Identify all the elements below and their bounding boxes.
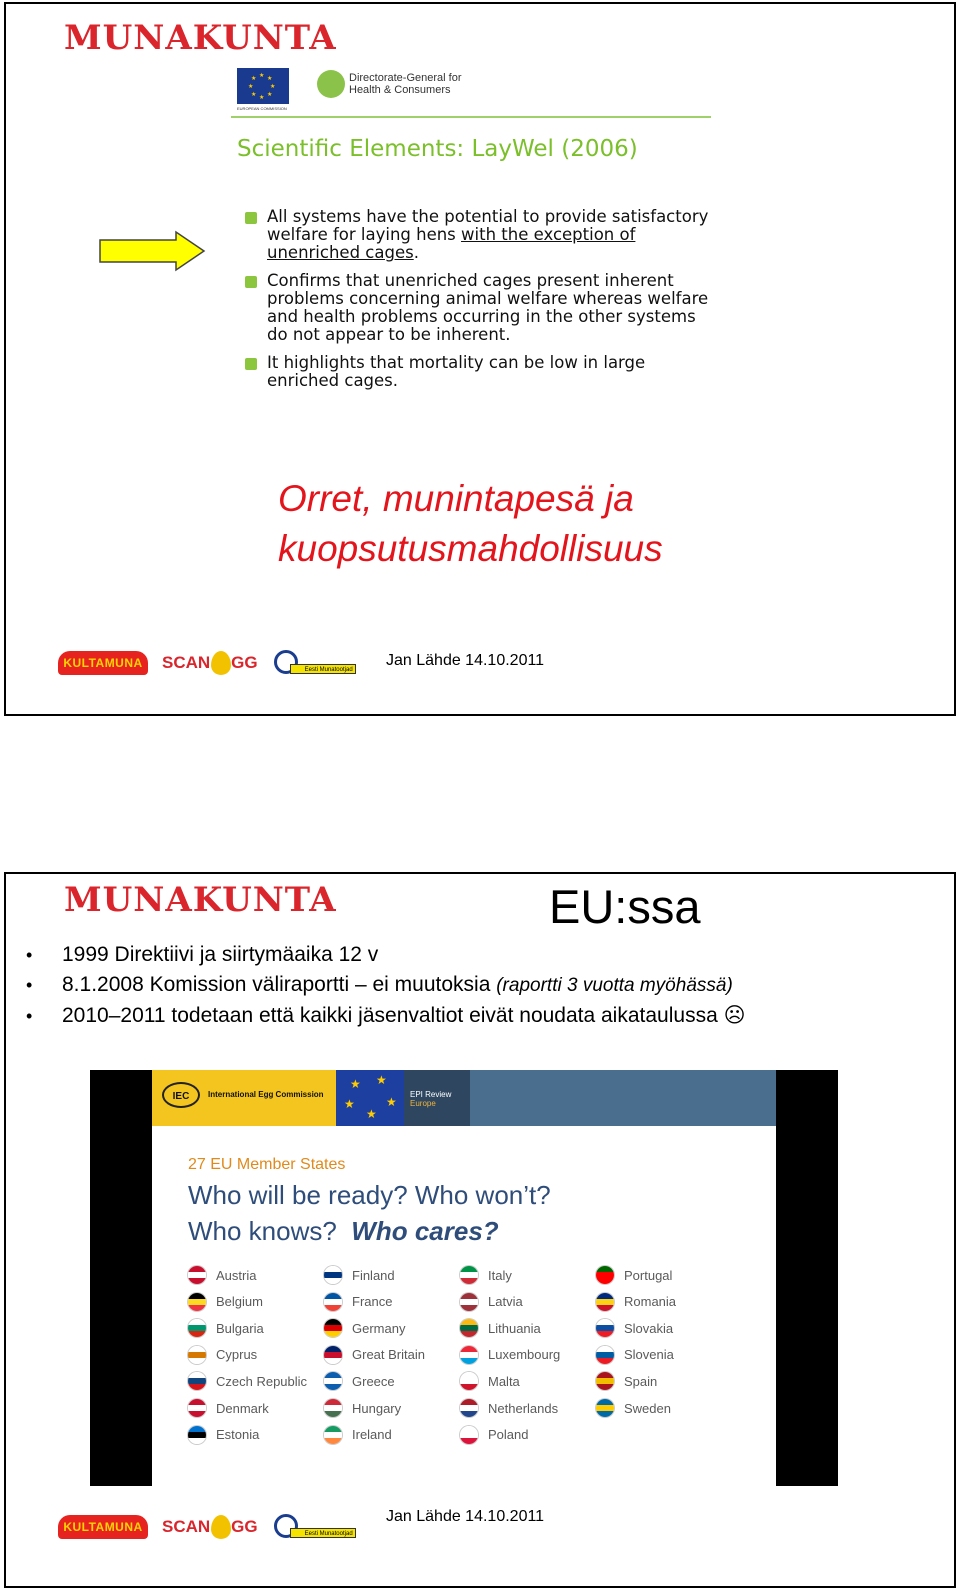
flag-icon [596, 1319, 614, 1337]
flag-icon [596, 1293, 614, 1311]
country-item [460, 1266, 512, 1284]
flag-icon [324, 1372, 342, 1390]
kultamuna-logo: KULTAMUNA [58, 651, 148, 675]
country-name: Romania [624, 1294, 677, 1310]
bullet-item: It highlights that mortality can be low in large enriched cages. [243, 354, 713, 390]
country-name: Lithuania [488, 1320, 541, 1336]
country-item [188, 1293, 263, 1311]
slide-2-heading: EU:ssa [549, 880, 701, 933]
country-item [596, 1372, 657, 1390]
slide-2 [4, 872, 956, 1588]
eu-flag-icon: ★ ★ ★ ★ ★ ★ ★ ★ [237, 68, 289, 104]
footer-logos [58, 1514, 358, 1540]
country-name: Latvia [488, 1294, 523, 1310]
country-item [460, 1293, 523, 1311]
country-item [324, 1399, 401, 1417]
country-name: Great Britain [352, 1347, 425, 1363]
country-name: Italy [488, 1267, 512, 1283]
flag-icon [324, 1319, 342, 1337]
flag-icon [460, 1319, 478, 1337]
svg-text:★: ★ [344, 1097, 355, 1111]
flag-icon [460, 1346, 478, 1364]
country-item [460, 1346, 560, 1364]
flag-icon [188, 1426, 206, 1444]
footer-logos [58, 650, 358, 676]
country-item [324, 1266, 395, 1284]
country-item [324, 1372, 395, 1390]
country-item [324, 1426, 392, 1444]
separator [231, 116, 711, 118]
country-name: Austria [216, 1267, 257, 1283]
munakunta-logo: MUNAKUNTA [64, 880, 337, 920]
eesti-munatootjad-logo: Eesti Munatootjad [272, 1514, 358, 1540]
svg-text:★: ★ [366, 1107, 377, 1121]
country-item [188, 1399, 269, 1417]
flag-icon [188, 1399, 206, 1417]
bullet-item: Confirms that unenriched cages present inherent problems concerning animal welfare whereas welfare and health problems occurring in the other systems do not appear to be inherent. [243, 272, 713, 344]
country-item [596, 1293, 676, 1311]
flag-icon [460, 1426, 478, 1444]
country-name: Poland [488, 1427, 529, 1443]
flag-icon [188, 1266, 206, 1284]
bullet-item: • 1999 Direktiivi ja siirtymäaika 12 v [26, 940, 946, 970]
munakunta-logo: MUNAKUNTA [64, 18, 337, 58]
egg-icon [211, 1515, 231, 1539]
flag-icon [324, 1426, 342, 1444]
title-line-2: kuopsutusmahdollisuus [278, 528, 663, 569]
iec-slide-image [90, 1070, 838, 1486]
iec-header [152, 1070, 776, 1126]
arrow-right-icon [98, 230, 208, 272]
flag-icon [324, 1399, 342, 1417]
country-item [460, 1372, 520, 1390]
footer-author-date: Jan Lähde 14.10.2011 [386, 1508, 545, 1525]
laywel-title: Scientific Elements: LayWel (2006) [237, 136, 638, 162]
svg-text:★: ★ [376, 1073, 387, 1087]
egg-icon [211, 651, 231, 675]
country-item [596, 1399, 671, 1417]
kultamuna-logo: KULTAMUNA [58, 1515, 148, 1539]
flag-icon [188, 1346, 206, 1364]
country-name: Cyprus [216, 1347, 258, 1363]
flag-icon [324, 1266, 342, 1284]
title-line-1: Orret, munintapesä ja [278, 478, 634, 519]
eu-flag-icon [336, 1070, 404, 1126]
member-states-title: 27 EU Member States [188, 1156, 346, 1173]
flag-icon [324, 1346, 342, 1364]
country-name: Ireland [352, 1427, 392, 1443]
flag-icon [596, 1346, 614, 1364]
flag-icon [188, 1293, 206, 1311]
laywel-slide-image [231, 64, 721, 424]
country-name: Bulgaria [216, 1320, 264, 1336]
country-name: Denmark [216, 1400, 269, 1416]
country-name: Spain [624, 1373, 658, 1389]
bullet-item: All systems have the potential to provide satisfactory welfare for laying hens with the exception of unenriched cages. [243, 208, 713, 262]
flag-icon [460, 1293, 478, 1311]
country-item [188, 1319, 264, 1337]
country-item [188, 1266, 256, 1284]
flag-icon [596, 1266, 614, 1284]
country-name: Estonia [216, 1427, 260, 1443]
flag-icon [460, 1399, 478, 1417]
country-name: Germany [352, 1320, 406, 1336]
dg-health-logo [317, 70, 462, 98]
eesti-munatootjad-logo: Eesti Munatootjad [272, 650, 358, 676]
country-item [460, 1319, 541, 1337]
bullet-item: • 8.1.2008 Komission väliraportti – ei muutoksia (raportti 3 vuotta myöhässä) [26, 970, 946, 1001]
flag-icon [324, 1293, 342, 1311]
country-name: Sweden [624, 1400, 671, 1416]
country-name: Portugal [624, 1267, 673, 1283]
question-line-1: Who will be ready? Who won’t? [188, 1180, 551, 1210]
slide-1-title [278, 474, 663, 574]
scanegg-logo: SCAN GG [162, 651, 258, 675]
svg-text:★: ★ [386, 1095, 397, 1109]
dg-circle-icon [317, 70, 345, 98]
country-name: Belgium [216, 1294, 263, 1310]
laywel-bullets [243, 208, 713, 400]
eu-caption: EUROPEAN COMMISSION [237, 106, 287, 111]
flag-icon [596, 1399, 614, 1417]
flag-icon [188, 1372, 206, 1390]
country-name: Czech Republic [216, 1373, 308, 1389]
flag-icon [460, 1372, 478, 1390]
country-item [460, 1426, 528, 1444]
iec-logo: IEC [162, 1082, 200, 1108]
bullet-item: • 2010–2011 todetaan että kaikki jäsenvaltiot eivät noudata aikataulussa ☹ [26, 1001, 946, 1031]
dg-label-1: Directorate-General for [349, 72, 462, 84]
country-name: Slovenia [624, 1347, 674, 1363]
flag-icon [596, 1372, 614, 1390]
country-item [188, 1372, 307, 1390]
country-name: Slovakia [624, 1320, 674, 1336]
country-name: Finland [352, 1267, 395, 1283]
slide-1 [4, 2, 956, 716]
country-item [324, 1346, 425, 1364]
country-name: France [352, 1294, 393, 1310]
country-item [596, 1266, 672, 1284]
footer-author-date: Jan Lähde 14.10.2011 [386, 652, 545, 669]
country-name: Malta [488, 1373, 520, 1389]
question-line-2: Who knows? Who cares? [188, 1216, 499, 1246]
flag-icon [460, 1266, 478, 1284]
country-name: Netherlands [488, 1400, 559, 1416]
flag-icon [188, 1319, 206, 1337]
country-item [188, 1346, 257, 1364]
epi-review-badge: EPI Review Europe [404, 1070, 470, 1126]
country-name: Hungary [352, 1400, 402, 1416]
svg-text:★: ★ [350, 1077, 361, 1091]
country-item [324, 1293, 392, 1311]
iec-name: International Egg Commission [208, 1090, 324, 1099]
slide-2-bullets [26, 940, 946, 1031]
country-name: Greece [352, 1373, 395, 1389]
country-name: Luxembourg [488, 1347, 561, 1363]
scanegg-logo: SCAN GG [162, 1515, 258, 1539]
country-item [188, 1426, 259, 1444]
dg-label-2: Health & Consumers [349, 84, 451, 96]
country-item [324, 1319, 405, 1337]
country-item [596, 1319, 673, 1337]
country-item [460, 1399, 558, 1417]
country-item [596, 1346, 674, 1364]
